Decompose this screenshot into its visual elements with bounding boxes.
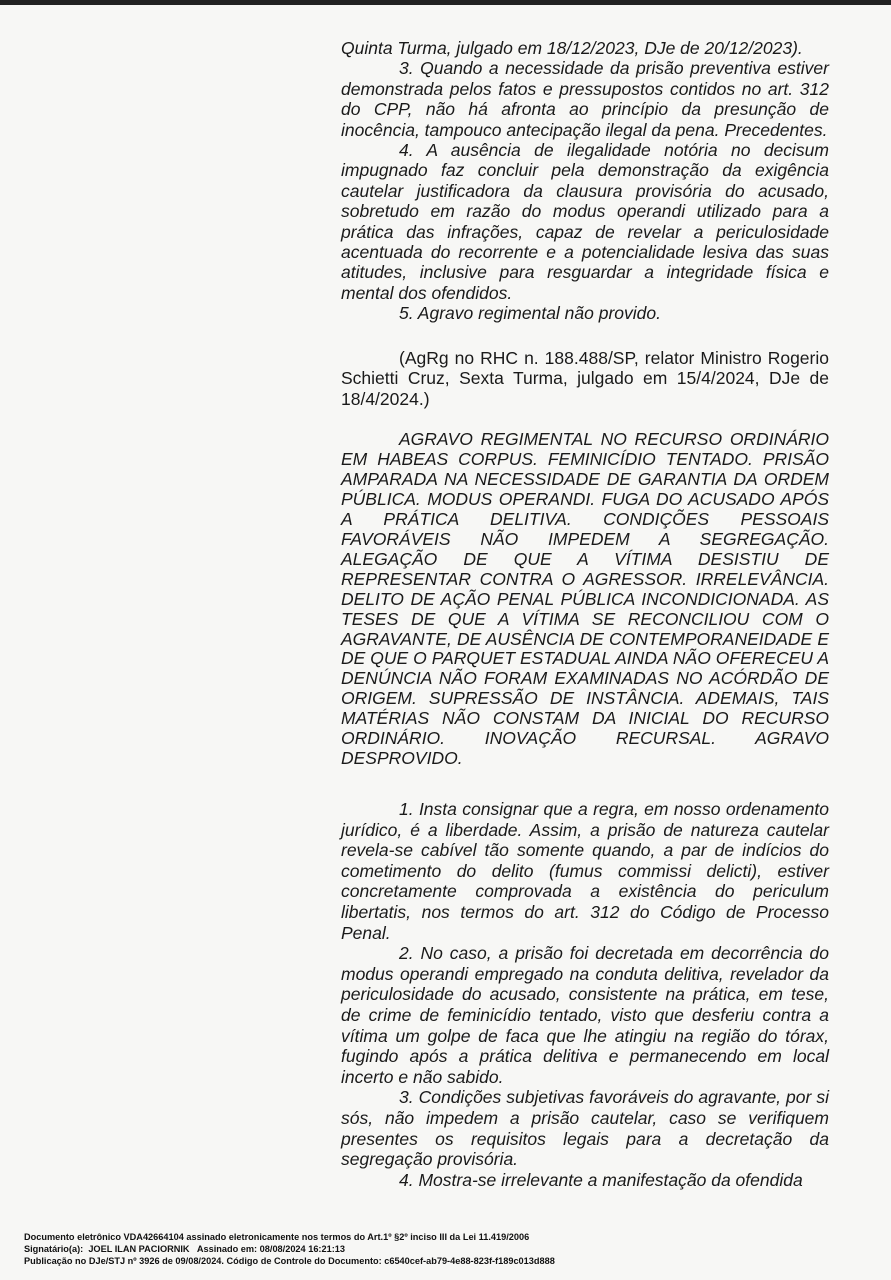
footer-signatory-line: Signatário(a): JOEL ILAN PACIORNIK Assinado em: 08/08/2024 16:21:13 — [24, 1244, 345, 1254]
electronic-signature-footer — [24, 1231, 874, 1267]
quote-item-4: 4. A ausência de ilegalidade notória no decisum impugnado faz concluir pela demonstração da exigência cautelar justificadora da clausura provisória do acusado, sobretudo em razão do modus operandi utilizado para a prática das infrações, capaz de revelar a periculosidade acentuada do recorrente e a potencialidade lesiva das suas atitudes, inclusive para resguardar a integridade física e mental dos ofendidos. — [341, 140, 829, 303]
ementa-item-4: 4. Mostra-se irrelevante a manifestação da ofendida — [399, 1169, 803, 1190]
precedent-citation — [341, 348, 829, 409]
ementa-heading: AGRAVO REGIMENTAL NO RECURSO ORDINÁRIO EM HABEAS CORPUS. FEMINICÍDIO TENTADO. PRISÃO AMPARADA NA NECESSIDADE DE GARANTIA DA ORDEM PÚBLICA. MODUS OPERANDI. FUGA DO ACUSADO APÓS A PRÁTICA DELITIVA. CONDIÇÕES PESSOAIS FAVORÁVEIS NÃO IMPEDEM A SEGREGAÇÃO. ALEGAÇÃO DE QUE A VÍTIMA DESISTIU DE REPRESENTAR CONTRA O AGRESSOR. IRRELEVÂNCIA. DELITO DE AÇÃO PENAL PÚBLICA INCONDICIONADA. AS TESES DE QUE A VÍTIMA SE RECONCILIOU COM O AGRAVANTE, DE AUSÊNCIA DE CONTEMPORANEIDADE E DE QUE O PARQUET ESTADUAL AINDA NÃO OFERECEU A DENÚNCIA NÃO FORAM EXAMINADAS NO ACÓRDÃO DE ORIGEM. SUPRESSÃO DE INSTÂNCIA. ADEMAIS, TAIS MATÉRIAS NÃO CONSTAM DA INICIAL DO RECURSO ORDINÁRIO. INOVAÇÃO RECURSAL. AGRAVO DESPROVIDO. — [341, 429, 829, 769]
quoted-precedent — [341, 38, 829, 324]
ementa-item-3: 3. Condições subjetivas favoráveis do agravante, por si sós, não impedem a prisão cautelar, caso se verifiquem presentes os requisitos legais para a decretação da segregação provisória. — [341, 1087, 829, 1170]
citation-text: (AgRg no RHC n. 188.488/SP, relator Ministro Rogerio Schietti Cruz, Sexta Turma, julgado em 15/4/2024, DJe de 18/4/2024.) — [341, 348, 829, 409]
quote-continuation-line: Quinta Turma, julgado em 18/12/2023, DJe de 20/12/2023). — [341, 38, 803, 58]
ementa-item-2: 2. No caso, a prisão foi decretada em decorrência do modus operandi empregado na conduta delitiva, revelador da periculosidade do acusado, consistente na prática, em tese, de crime de feminicídio tentado, visto que desferiu contra a vítima um golpe de faca que lhe atingiu na região do tórax, fugindo após a prática delitiva e permanecendo em local incerto e não sabido. — [341, 943, 829, 1087]
ementa-body — [341, 799, 829, 1190]
ementa-item-1: 1. Insta consignar que a regra, em nosso ordenamento jurídico, é a liberdade. Assim, a prisão de natureza cautelar revela-se cabível tão somente quando, a par de indícios do cometimento do delito (fumus commissi delicti), estiver concretamente comprovada a existência do periculum libertatis, nos termos do art. 312 do Código de Processo Penal. — [341, 799, 829, 943]
ementa-heading-block — [341, 430, 829, 769]
quote-item-5: 5. Agravo regimental não provido. — [399, 303, 662, 324]
quote-item-3: 3. Quando a necessidade da prisão preventiva estiver demonstrada pelos fatos e pressupostos contidos no art. 312 do CPP, não há afronta ao princípio da presunção de inocência, tampouco antecipação ilegal da pena. Precedentes. — [341, 58, 829, 140]
footer-publication-line: Publicação no DJe/STJ nº 3926 de 09/08/2024. Código de Controle do Documento: c6540cef-ab79-4e88-823f-f189c013d888 — [24, 1256, 555, 1266]
footer-document-line: Documento eletrônico VDA42664104 assinado eletronicamente nos termos do Art.1º §2º inciso III da Lei 11.419/2006 — [24, 1232, 530, 1242]
